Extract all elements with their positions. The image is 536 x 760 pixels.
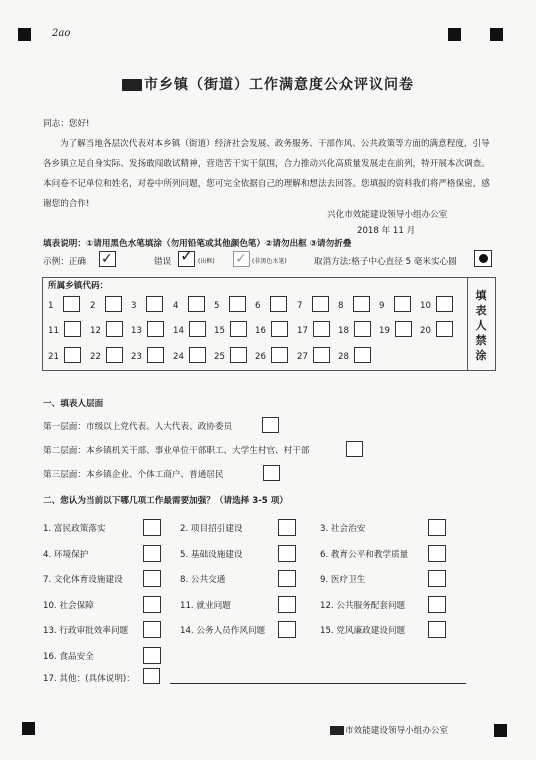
option-checkbox[interactable] [278, 519, 296, 536]
level-1-label: 第一层面：市级以上党代表、人大代表、政协委员 [43, 422, 233, 432]
town-code-number: 27 [297, 352, 308, 362]
fill-instructions: 填表说明：①请用黑色水笔填涂（勿用铅笔或其他颜色笔）②请勿出框 ③请勿折叠 [43, 239, 352, 249]
redaction-block [122, 79, 142, 91]
example-wrong-note: (出框) [198, 258, 215, 265]
other-label: 17. 其他：(具体说明)： [43, 674, 135, 684]
town-code-number: 9 [379, 301, 385, 311]
town-code-number: 23 [131, 352, 142, 362]
town-code-checkbox[interactable] [189, 347, 206, 363]
town-code-checkbox[interactable] [189, 321, 206, 337]
option-label: 6. 教育公平和教学质量 [320, 549, 409, 560]
option-label: 4. 环境保护 [43, 549, 89, 560]
section2-heading: 二、您认为当前以下哪几项工作最需要加强？（请选择 3-5 项） [43, 496, 288, 506]
option-checkbox[interactable] [428, 519, 446, 536]
option-label: 12. 公共服务配套问题 [320, 600, 406, 611]
town-code-checkbox[interactable] [313, 347, 330, 363]
option-label: 7. 文化体育设施建设 [43, 575, 123, 585]
option-label: 1. 富民政策落实 [43, 524, 106, 534]
option-checkbox[interactable] [143, 545, 161, 562]
town-code-number: 19 [379, 326, 390, 336]
check-icon: ✓ [180, 246, 194, 265]
town-code-checkbox[interactable] [271, 347, 288, 363]
town-code-checkbox[interactable] [106, 321, 123, 337]
town-code-checkbox[interactable] [395, 321, 412, 337]
registration-mark [18, 28, 31, 41]
registration-mark [22, 722, 35, 735]
town-code-checkbox[interactable] [106, 347, 123, 363]
town-code-number: 1 [48, 301, 54, 311]
option-label: 3. 社会治安 [320, 524, 366, 534]
date: 2018 年 11 月 [357, 226, 416, 236]
town-code-number: 2 [90, 301, 96, 311]
town-code-checkbox[interactable] [354, 347, 371, 363]
town-code-checkbox[interactable] [436, 296, 453, 312]
town-code-number: 8 [338, 301, 344, 311]
check-icon: ✓ [235, 251, 247, 267]
town-code-number: 21 [48, 352, 59, 362]
other-underline [170, 683, 466, 684]
option-label: 9. 医疗卫生 [320, 575, 366, 585]
town-code-checkbox[interactable] [63, 296, 80, 312]
greeting: 同志：您好! [43, 119, 90, 129]
option-label: 11. 就业问题 [180, 600, 231, 611]
town-code-checkbox[interactable] [229, 296, 246, 312]
town-code-number: 7 [297, 301, 303, 311]
footer [330, 725, 448, 737]
town-code-number: 6 [255, 301, 261, 311]
cancel-method: 取消方法:格子中心直径 5 毫米实心圆 [314, 257, 457, 267]
level-2-checkbox[interactable] [346, 441, 363, 457]
town-code-number: 5 [214, 301, 220, 311]
option-checkbox[interactable] [278, 570, 296, 587]
town-code-number: 11 [48, 326, 59, 336]
page-title [0, 74, 536, 94]
town-code-checkbox[interactable] [270, 296, 287, 312]
town-code-number: 28 [338, 352, 349, 362]
section1-heading: 一、填表人层面 [43, 399, 104, 409]
town-code-number: 4 [173, 301, 179, 311]
example-gray-note: (非黑色水笔) [252, 258, 287, 265]
option-checkbox[interactable] [428, 596, 446, 613]
redaction-block [330, 726, 344, 735]
town-code-number: 15 [214, 326, 225, 336]
level-3-label: 第三层面：本乡镇企业、个体工商户、普通居民 [43, 470, 224, 480]
town-code-number: 3 [131, 301, 137, 311]
option-checkbox[interactable] [278, 596, 296, 613]
town-code-checkbox[interactable] [313, 321, 330, 337]
option-checkbox[interactable] [143, 519, 161, 536]
town-code-checkbox[interactable] [312, 296, 329, 312]
registration-mark [490, 28, 503, 41]
check-icon: ✓ [101, 251, 113, 267]
option-label: 2. 项目招引建设 [180, 524, 243, 534]
town-code-number: 14 [173, 326, 184, 336]
town-code-number: 17 [297, 326, 308, 336]
example-wrong-label: 错误 [154, 257, 172, 267]
option-checkbox[interactable] [428, 570, 446, 587]
town-code-number: 24 [173, 352, 184, 362]
level-3-checkbox[interactable] [263, 465, 280, 481]
town-code-checkbox[interactable] [436, 321, 453, 337]
registration-mark [448, 28, 461, 41]
option-label: 14. 公务人员作风问题 [180, 626, 266, 636]
town-code-checkbox[interactable] [188, 296, 205, 312]
level-1-checkbox[interactable] [262, 417, 279, 433]
town-code-number: 10 [420, 301, 431, 311]
filled-dot-icon [479, 254, 488, 263]
other-checkbox[interactable] [143, 668, 160, 684]
town-code-checkbox[interactable] [230, 347, 247, 363]
town-code-checkbox[interactable] [64, 321, 81, 337]
option-label: 10. 社会保障 [43, 600, 94, 611]
option-checkbox[interactable] [143, 621, 161, 638]
town-code-checkbox[interactable] [394, 296, 411, 312]
footer-text: 市效能建设领导小组办公室 [345, 726, 449, 736]
example-correct-label: 示例：正确 [43, 257, 86, 267]
town-code-checkbox[interactable] [353, 296, 370, 312]
town-code-checkbox[interactable] [64, 347, 81, 363]
option-checkbox[interactable] [278, 621, 296, 638]
town-code-number: 22 [90, 352, 101, 362]
town-code-checkbox[interactable] [105, 296, 122, 312]
option-checkbox[interactable] [143, 647, 161, 664]
town-code-number: 26 [255, 352, 266, 362]
option-checkbox[interactable] [428, 621, 446, 638]
town-code-number: 20 [420, 326, 431, 336]
town-code-number: 12 [90, 326, 101, 336]
option-label: 15. 党风廉政建设问题 [320, 626, 406, 636]
option-label: 8. 公共交通 [180, 575, 226, 585]
town-code-number: 18 [338, 326, 349, 336]
town-code-checkbox[interactable] [354, 321, 371, 337]
level-2-label: 第二层面：本乡镇机关干部、事业单位干部职工、大学生村官、村干部 [43, 446, 310, 456]
town-code-checkbox[interactable] [146, 296, 163, 312]
option-checkbox[interactable] [428, 545, 446, 562]
option-checkbox[interactable] [143, 570, 161, 587]
town-code-checkbox[interactable] [147, 321, 164, 337]
town-code-number: 13 [131, 326, 142, 336]
office-name: 兴化市效能建设领导小组办公室 [327, 210, 448, 220]
panel-side-label: 填表人禁涂 [475, 289, 487, 362]
town-code-checkbox[interactable] [147, 347, 164, 363]
option-checkbox[interactable] [278, 545, 296, 562]
registration-mark [494, 724, 507, 737]
option-label: 5. 基础设施建设 [180, 549, 243, 560]
panel-divider [467, 277, 468, 371]
town-code-number: 16 [255, 326, 266, 336]
option-checkbox[interactable] [143, 596, 161, 613]
title-text: 市乡镇（街道）工作满意度公众评议问卷 [144, 77, 414, 93]
town-code-checkbox[interactable] [271, 321, 288, 337]
option-label: 13. 行政审批效率问题 [43, 626, 129, 636]
option-label: 16. 食品安全 [43, 651, 94, 662]
town-code-checkbox[interactable] [230, 321, 247, 337]
handwritten-note: 2ao [52, 28, 71, 39]
intro-paragraph: 为了解当地各层次代表对本乡镇（街道）经济社会发展、政务服务、干部作风、公共政策等方面的满意程度，引导各乡镇立足自身实际、发扬敢闯敢试精神，营造苦干实干氛围，合力推动兴化高质量发展走在前列，特开展本次调查。本问卷不记单位和姓名，对卷中所列问题，您可完全依据自己的理解和想法去回答。您填报的资料我们将严格保密，感谢您的合作! [43, 139, 490, 209]
town-code-number: 25 [214, 352, 225, 362]
town-code-label: 所属乡镇代码： [48, 281, 109, 291]
